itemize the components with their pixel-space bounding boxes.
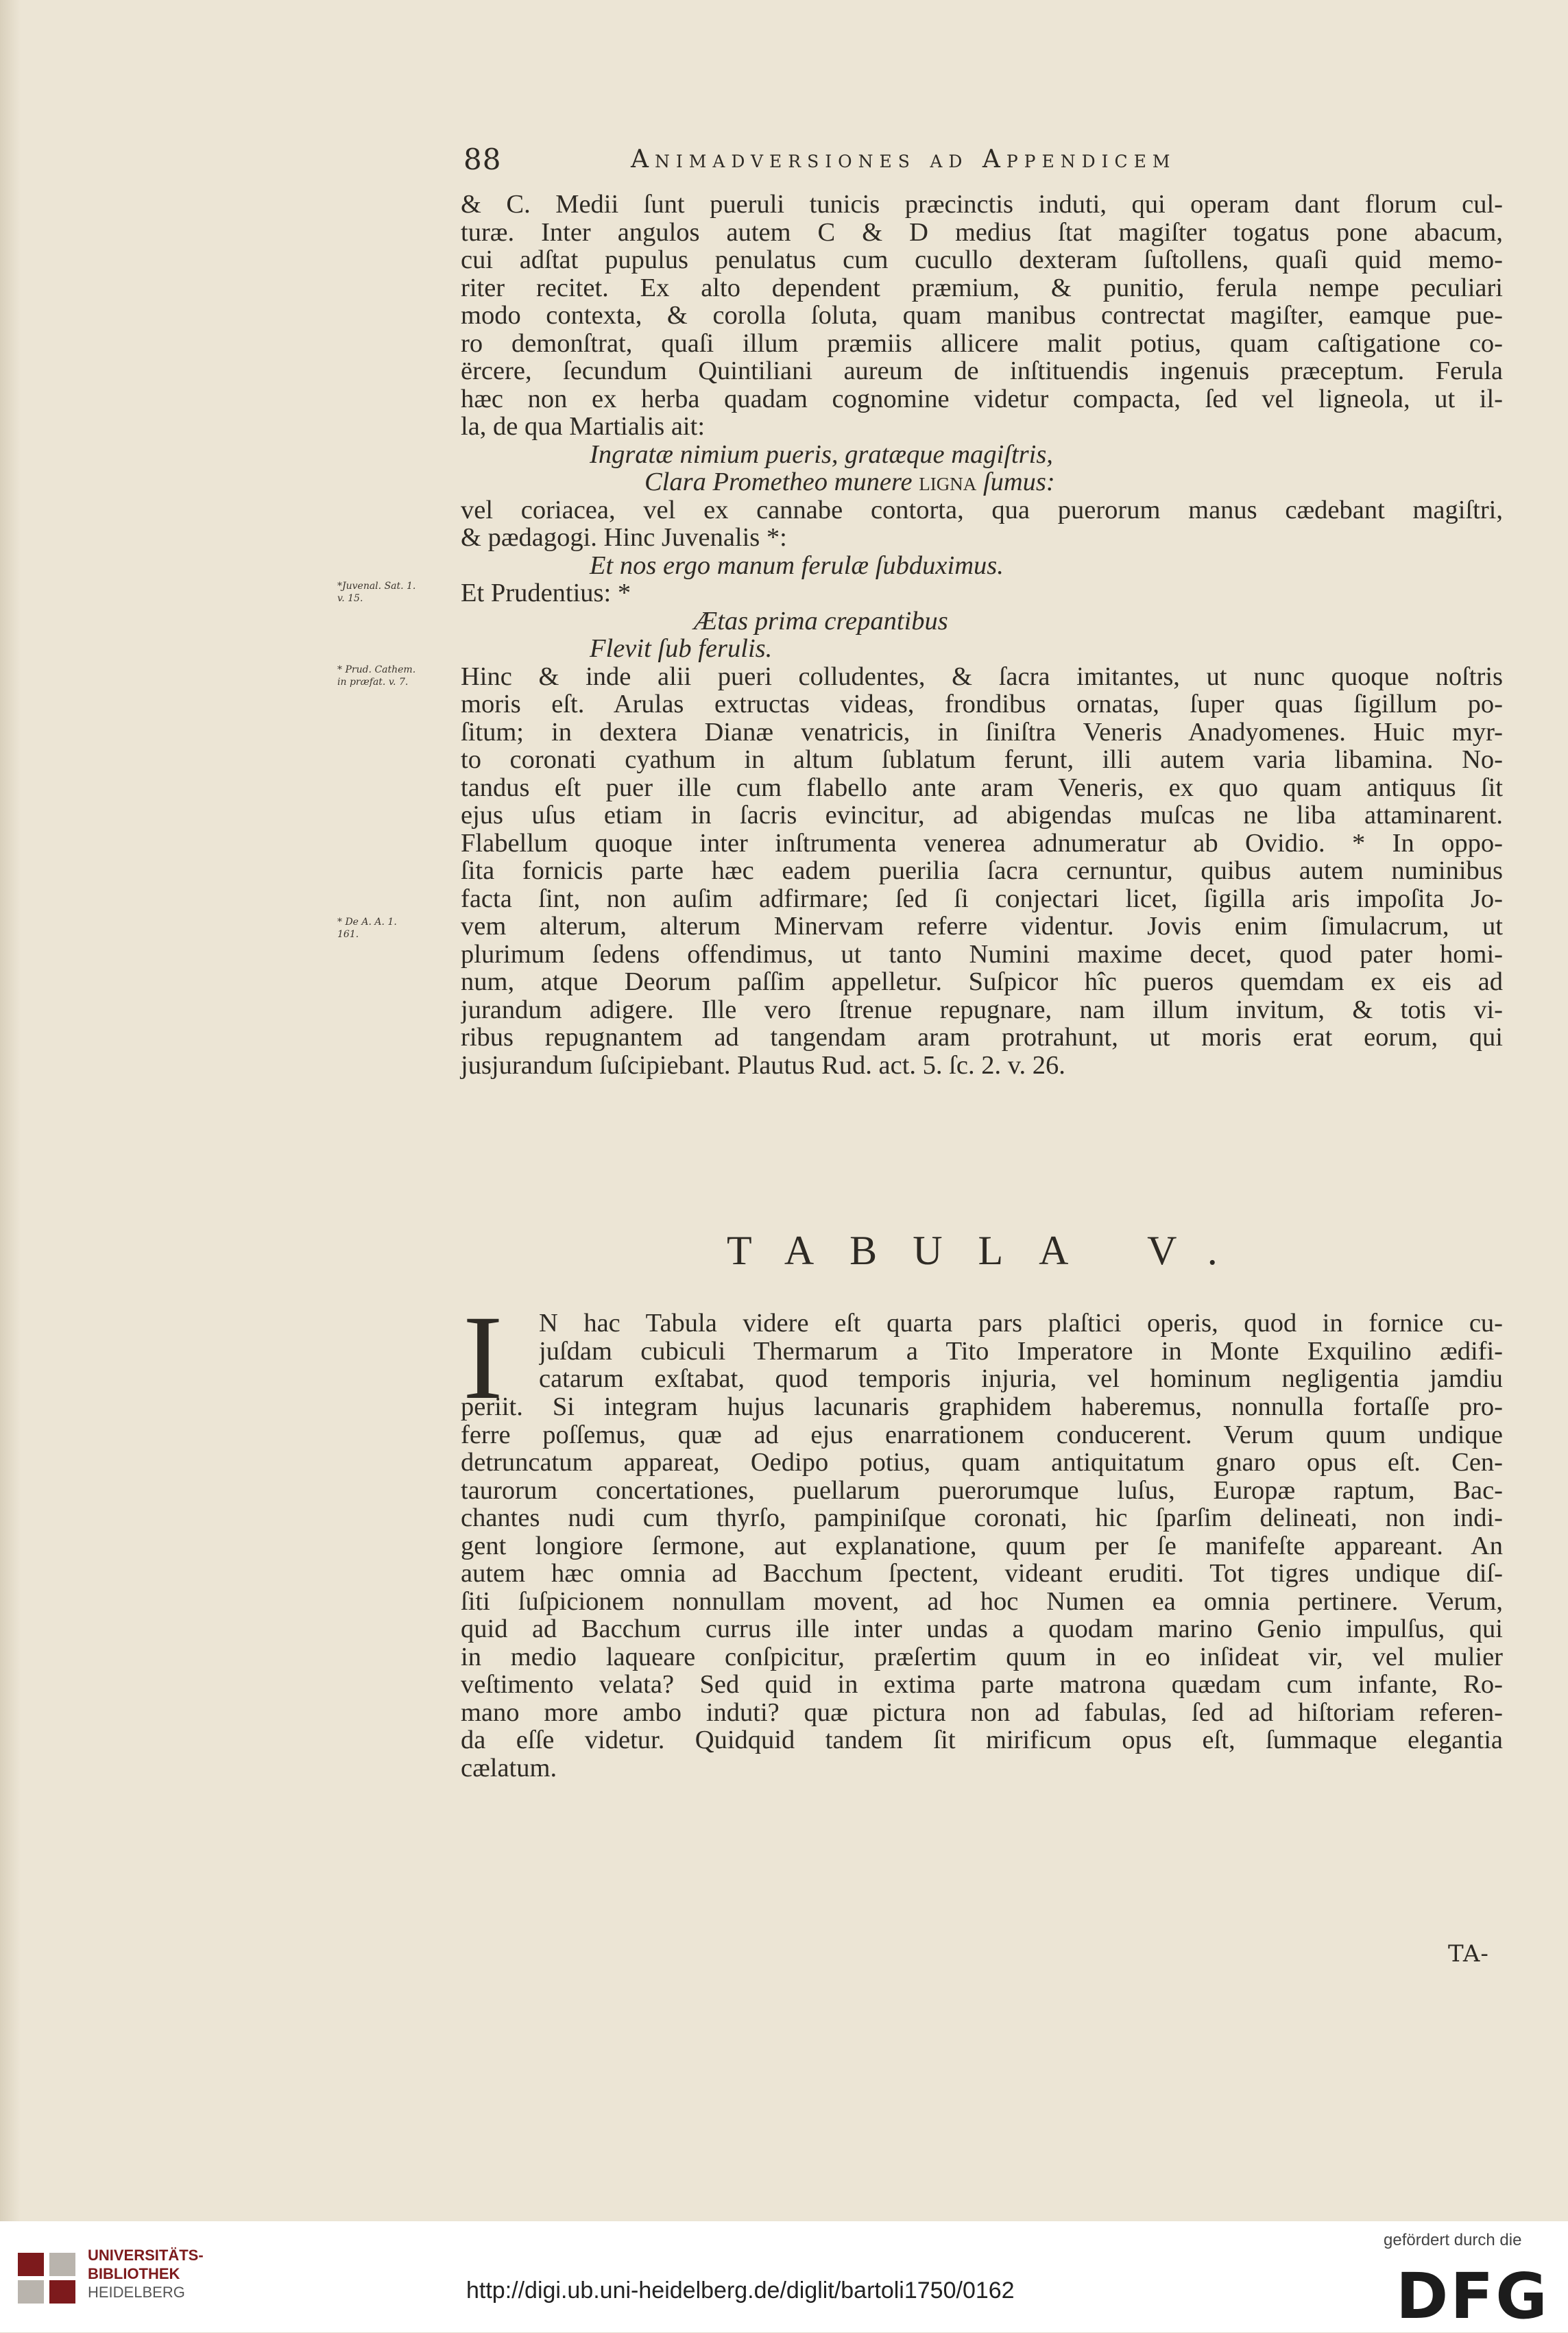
text-line: riter recitet. Ex alto dependent præmium, & punitio, ferula nempe peculiari [461, 274, 1503, 302]
margin-note-line: * De A. A. 1. [337, 917, 397, 928]
text-line: & C. Medii ſunt pueruli tunicis præcinctis induti, qui operam dant florum cul- [461, 191, 1503, 219]
verse-line [461, 468, 1503, 496]
text-line: taurorum concertationes, puellarum puerorumque luſus, Europæ raptum, Bac- [461, 1476, 1503, 1504]
text-line: da eſſe videtur. Quidquid tandem ſit mirificum opus eſt, ſummaque elegantia [461, 1726, 1503, 1754]
running-head [459, 143, 1501, 181]
text-line: N hac Tabula videre eſt quarta pars plaſtici operis, quod in fornice cu- [539, 1309, 1503, 1338]
margin-note-line: v. 15. [337, 593, 363, 604]
margin-note-ovid [337, 916, 454, 941]
text-line: ribus repugnantem ad tangendam aram protrahunt, ut moris erat eorum, qui [461, 1024, 1503, 1052]
text-line: ſita fornicis parte hæc eadem puerilia ſacra cernuntur, quibus autem numinibus [461, 857, 1503, 885]
text-line: ferre poſſemus, quæ ad ejus enarrationem conducerent. Verum quum undique [461, 1421, 1503, 1449]
text-line: veſtimento velata? Sed quid in extima parte matrona quædam cum infante, Ro- [461, 1671, 1503, 1699]
text-line: Flabellum quoque inter inſtrumenta venerea adnumeratur ab Ovidio. * In oppo- [461, 829, 1503, 857]
library-name-line: HEIDELBERG [88, 2284, 185, 2301]
library-name [88, 2246, 204, 2301]
dfg-logo: DFG [1396, 2260, 1549, 2333]
page-gutter-shadow [0, 0, 21, 2221]
verse-line: Et nos ergo manum ferulæ ſubduximus. [590, 551, 1004, 580]
margin-note-prudentius [337, 664, 454, 688]
text-line: ejus uſus etiam in ſacris evincitur, ad abigendas muſcas ne liba attaminarent. [461, 801, 1503, 830]
text-line: in medio laqueare conſpicitur, præſertim quum in eo inſideat vir, vel mulier [461, 1643, 1503, 1671]
text-line: chantes nudi cum thyrſo, pampiniſque coronati, hic ſparſim delineati, non indi- [461, 1504, 1503, 1532]
tabula-intro-indented [539, 1309, 1503, 1393]
text-line: jusjurandum ſuſcipiebant. Plautus Rud. act. 5. ſc. 2. v. 26. [461, 1050, 1065, 1080]
verse-text: ſumus: [976, 468, 1055, 496]
text-line: detruncatum appareat, Oedipo potius, quam antiquitatum gnaro opus eſt. Cen- [461, 1449, 1503, 1477]
main-text-block [461, 191, 1503, 1079]
text-line: jurandum adigere. Ille vero ſtrenue repugnare, nam illum invitum, & totis vi- [461, 995, 1503, 1024]
text-line: & pædagogi. Hinc Juvenalis *: [461, 523, 787, 552]
text-line: facta ſint, non auſim adfirmare; ſed ſi conjectari licet, ſigilla aris impoſita Jo- [461, 884, 1503, 912]
text-line: Hinc & inde alii pueri colludentes, & ſacra imitantes, ut nunc quoque noſtris [461, 662, 1503, 690]
section-title: TABULA V. [727, 1228, 1253, 1273]
text-line: ſitum; in dextera Dianæ venatricis, in ſiniſtra Veneris Anadyomenes. Huic myr- [461, 718, 1503, 746]
text-line: la, de qua Martialis ait: [461, 412, 705, 441]
text-line: num, atque Deorum paſſim appelletur. Suſpicor hîc pueros quemdam ex eis ad [461, 968, 1503, 996]
catchword: TA- [1448, 1940, 1489, 1968]
text-line: cælatum. [461, 1753, 557, 1782]
margin-note-line: in præfat. v. 7. [337, 677, 409, 688]
running-title: Animadversiones ad Appendicem [631, 145, 1177, 173]
verse-smallcaps: ligna [919, 468, 977, 496]
text-line: to coronati cyathum in altum ſublatum ferunt, illi autem varia libamina. No- [461, 746, 1503, 774]
margin-note-line: * Prud. Cathem. [337, 664, 416, 675]
text-line: tandus eſt puer ille cum flabello ante aram Veneris, ex quo quam antiquus ſit [461, 773, 1503, 801]
verse-line: Ætas prima crepantibus [694, 606, 948, 636]
margin-note-line: 161. [337, 929, 359, 940]
text-line: cui adſtat pupulus penulatus cum cucullo dexteram ſuſtollens, quaſi quid memo- [461, 246, 1503, 274]
text-line: ſiti ſuſpicionem nonnullam movent, ad hoc Numen ea omnia pertinere. Verum, [461, 1587, 1503, 1615]
text-line: plurimum ſedens offendimus, ut tanto Numini maxime decet, quod pater homi- [461, 940, 1503, 968]
verse-line: Ingratæ nimium pueris, gratæque magiſtris, [590, 439, 1053, 469]
text-line: Et Prudentius: * [461, 579, 631, 607]
text-line: moris eſt. Arulas extructas videas, frondibus ornatas, ſuper quas ſigillum po- [461, 690, 1503, 718]
text-line: periit. Si integram hujus lacunaris graphidem haberemus, nonnulla fortaſſe pro- [461, 1393, 1503, 1421]
verse-line: Flevit ſub ferulis. [590, 634, 773, 663]
digitization-footer [0, 2221, 1568, 2332]
margin-note-line: *Juvenal. Sat. 1. [337, 581, 416, 592]
tabula-text-block [461, 1393, 1503, 1782]
text-line: quid ad Bacchum currus ille inter undas a quodam marino Genio impulſus, qui [461, 1615, 1503, 1643]
text-line: turæ. Inter angulos autem C & D medius ſtat magiſter togatus pone abacum, [461, 218, 1503, 246]
text-line: ro demonſtrat, quaſi illum præmiis allicere malit potius, quam caſtigatione co- [461, 329, 1503, 357]
text-line: vem alterum, alterum Minervam referre videntur. Jovis enim ſimulacrum, ut [461, 912, 1503, 941]
text-line: gent longiore ſermone, aut explanatione, quum per ſe manifeſte appareant. An [461, 1532, 1503, 1560]
page-number: 88 [463, 143, 502, 176]
text-line: mano more ambo induti? quæ pictura non ad fabulas, ſed ad hiſtoriam referen- [461, 1698, 1503, 1726]
margin-note-juvenal [337, 580, 454, 605]
library-name-line: UNIVERSITÄTS- [88, 2247, 204, 2264]
library-name-line: BIBLIOTHEK [88, 2265, 180, 2282]
university-library-logo-icon [15, 2249, 78, 2306]
text-line: modo contexta, & corolla ſoluta, quam manibus contrectat magiſter, eamque pue- [461, 302, 1503, 330]
text-line: ërcere, ſecundum Quintiliani aureum de inſtituendis ingenuis præceptum. Ferula [461, 357, 1503, 385]
text-line: vel coriacea, vel ex cannabe contorta, qua puerorum manus cædebant magiſtri, [461, 496, 1503, 524]
funded-by-label: gefördert durch die [1384, 2231, 1522, 2249]
text-line: juſdam cubiculi Thermarum a Tito Imperatore in Monte Exquilino ædifi- [539, 1337, 1503, 1365]
text-line: catarum exſtabat, quod temporis injuria, vel hominum negligentia jamdiu [539, 1365, 1503, 1393]
text-line: autem hæc omnia ad Bacchum ſpectent, videant eruditi. Tot tigres undique diſ- [461, 1560, 1503, 1588]
permalink-url[interactable]: http://digi.ub.uni-heidelberg.de/diglit/bartoli1750/0162 [466, 2277, 1015, 2304]
text-line: hæc non ex herba quadam cognomine videtur compacta, ſed vel ligneola, ut il- [461, 385, 1503, 413]
drop-cap: I [463, 1291, 503, 1425]
verse-text: Clara Prometheo munere [644, 468, 919, 496]
